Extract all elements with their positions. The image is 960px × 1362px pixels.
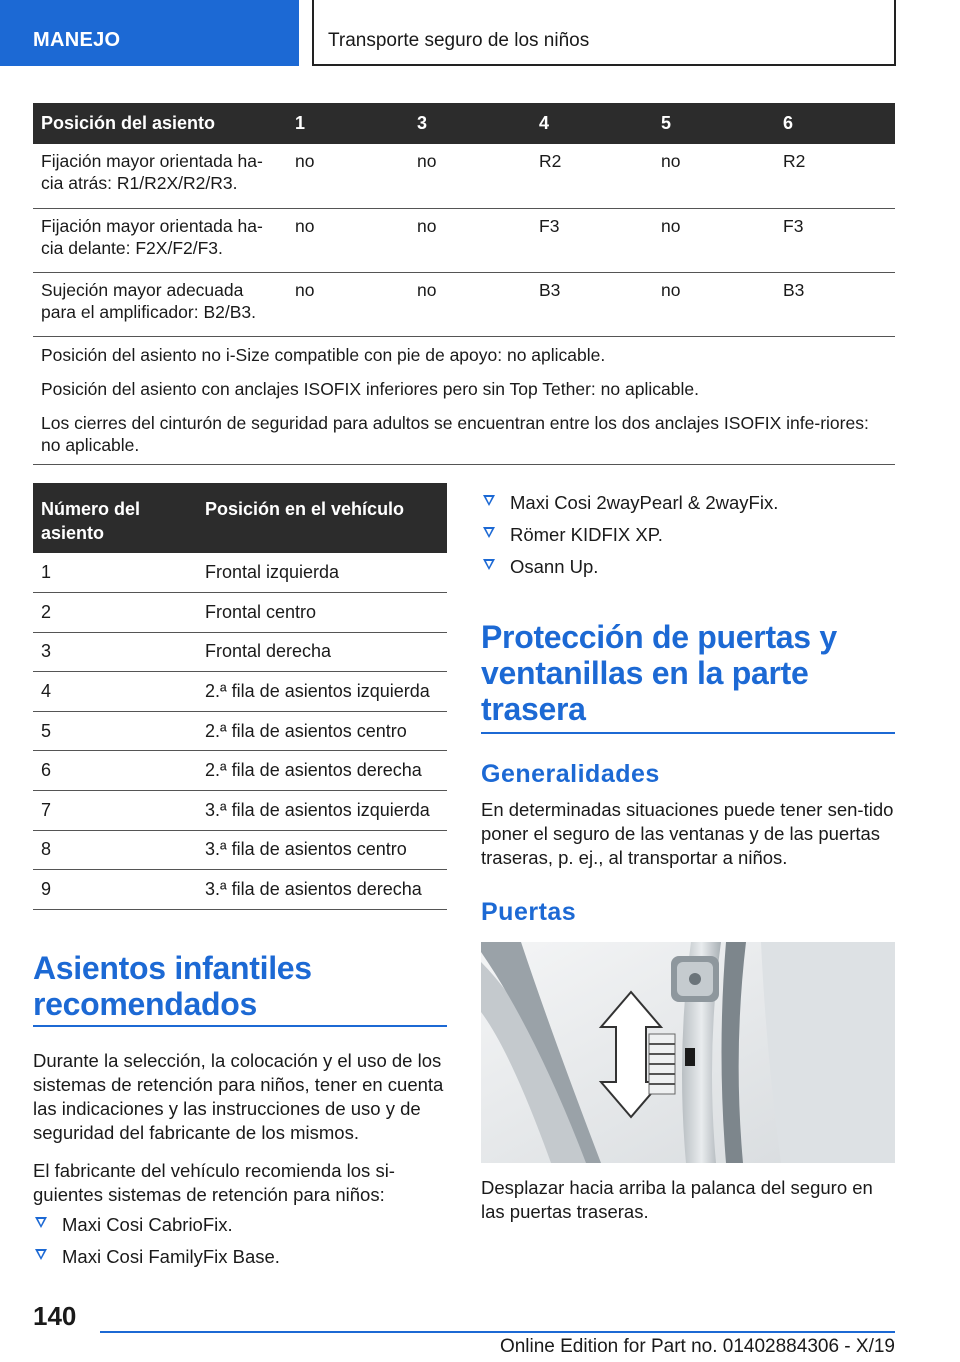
- column-header: 5: [653, 103, 775, 144]
- bullet-triangle-icon: [483, 559, 495, 570]
- table-cell: 2.ª fila de asientos izquierda: [197, 672, 447, 712]
- table-notes: [33, 336, 895, 464]
- table-cell: F3: [775, 208, 895, 272]
- bullet-triangle-icon: [483, 495, 495, 506]
- table-cell: Fijación mayor orientada ha-cia atrás: R1/R2X/R2/R3.: [33, 144, 287, 208]
- table-cell: 3.ª fila de asientos derecha: [197, 870, 447, 910]
- list-item: [33, 1214, 447, 1246]
- table-cell: no: [287, 144, 409, 208]
- table-row: [33, 791, 447, 831]
- column-header: Posición del asiento: [33, 103, 287, 144]
- recommended-intro: Durante la selección, la colocación y el uso de los sistemas de retención para niños, tener en cuenta las indicaciones y las instrucciones de uso y de seguridad del fabricante de los mismos.: [33, 1050, 444, 1143]
- table-row: [33, 553, 447, 593]
- table-notes-row: [33, 336, 895, 464]
- table-row: [33, 711, 447, 751]
- door-lock-illustration: [481, 942, 895, 1163]
- list-item-text: Maxi Cosi 2wayPearl & 2wayFix.: [510, 492, 779, 513]
- table-cell: 7: [33, 791, 197, 831]
- table-cell: 2.ª fila de asientos centro: [197, 711, 447, 751]
- recommended-list-right: [481, 492, 895, 588]
- table-cell: Fijación mayor orientada ha-cia delante: F2X/F2/F3.: [33, 208, 287, 272]
- list-item-text: Maxi Cosi CabrioFix.: [62, 1214, 233, 1235]
- table-cell: no: [653, 208, 775, 272]
- section-tab: [0, 0, 299, 66]
- table-note: Posición del asiento no i-Size compatible con pie de apoyo: no aplicable.: [41, 344, 606, 365]
- heading-rule: [481, 732, 895, 734]
- column-header: 6: [775, 103, 895, 144]
- bullet-triangle-icon: [35, 1249, 47, 1260]
- column-header: 1: [287, 103, 409, 144]
- protection-heading: Protección de puertas y ventanillas en la parte trasera: [481, 619, 837, 727]
- table-cell: B3: [531, 272, 653, 336]
- table-cell: 8: [33, 830, 197, 870]
- edition-note: Online Edition for Part no. 01402884306 - X/19: [499, 1336, 895, 1357]
- general-heading: Generalidades: [481, 760, 660, 788]
- table-cell: 1: [33, 553, 197, 593]
- seat-position-table: [33, 103, 895, 465]
- list-item: [481, 556, 895, 588]
- table-row: [33, 144, 895, 208]
- table-cell: 6: [33, 751, 197, 791]
- table-cell: F3: [531, 208, 653, 272]
- bullet-triangle-icon: [483, 527, 495, 538]
- table-cell: Frontal izquierda: [197, 553, 447, 593]
- table-cell: R2: [775, 144, 895, 208]
- table-cell: B3: [775, 272, 895, 336]
- table-cell: 3.ª fila de asientos centro: [197, 830, 447, 870]
- recommended-list-intro: El fabricante del vehículo recomienda los si-guientes sistemas de retención para niños:: [33, 1160, 395, 1205]
- table-cell: no: [409, 144, 531, 208]
- table-cell: 2: [33, 593, 197, 633]
- footer-rule: [100, 1331, 895, 1333]
- table-row: [33, 208, 895, 272]
- table-row: [33, 870, 447, 910]
- table-note: Los cierres del cinturón de seguridad para adultos se encuentran entre los dos anclajes ISOFIX infe-riores: no aplicable.: [41, 412, 869, 455]
- section-label: MANEJO: [33, 29, 121, 51]
- column-header: 3: [409, 103, 531, 144]
- general-text: En determinadas situaciones puede tener sen-tido poner el seguro de las ventanas y de las puertas traseras, p. ej., al transportar a niños.: [481, 799, 894, 868]
- column-header: 4: [531, 103, 653, 144]
- table-cell: Frontal derecha: [197, 632, 447, 672]
- table-cell: 9: [33, 870, 197, 910]
- table-cell: 2.ª fila de asientos derecha: [197, 751, 447, 791]
- table-note: Posición del asiento con anclajes ISOFIX inferiores pero sin Top Tether: no aplicable.: [41, 378, 699, 399]
- table-row: [33, 672, 447, 712]
- table-row: [33, 632, 447, 672]
- table-cell: no: [287, 272, 409, 336]
- table-cell: no: [409, 272, 531, 336]
- table-cell: 4: [33, 672, 197, 712]
- list-item-text: Römer KIDFIX XP.: [510, 524, 663, 545]
- table-cell: 5: [33, 711, 197, 751]
- list-item-text: Osann Up.: [510, 556, 599, 577]
- table-cell: no: [653, 144, 775, 208]
- table-cell: no: [287, 208, 409, 272]
- column-header: Posición en el vehículo: [197, 483, 447, 553]
- table-row: [33, 272, 895, 336]
- table-row: [33, 830, 447, 870]
- table-row: [33, 751, 447, 791]
- seat-number-table: [33, 483, 447, 910]
- list-item: [481, 492, 895, 524]
- table-cell: 3.ª fila de asientos izquierda: [197, 791, 447, 831]
- chapter-header: [312, 0, 896, 66]
- bullet-triangle-icon: [35, 1217, 47, 1228]
- table-header-row: [33, 103, 895, 144]
- chapter-title: Transporte seguro de los niños: [328, 30, 590, 51]
- table-cell: R2: [531, 144, 653, 208]
- table-cell: 3: [33, 632, 197, 672]
- figure-caption: Desplazar hacia arriba la palanca del seguro en las puertas traseras.: [481, 1177, 873, 1222]
- page-number: 140: [33, 1301, 77, 1331]
- list-item-text: Maxi Cosi FamilyFix Base.: [62, 1246, 280, 1267]
- table-cell: Sujeción mayor adecuada para el amplificador: B2/B3.: [33, 272, 287, 336]
- doors-heading: Puertas: [481, 898, 577, 926]
- table-row: [33, 593, 447, 633]
- table-cell: Frontal centro: [197, 593, 447, 633]
- list-item: [481, 524, 895, 556]
- column-header: Número del asiento: [33, 483, 197, 553]
- list-item: [33, 1246, 447, 1278]
- table-cell: no: [653, 272, 775, 336]
- table-cell: no: [409, 208, 531, 272]
- table-header-row: [33, 483, 447, 553]
- recommended-heading: Asientos infantiles recomendados: [33, 950, 312, 1022]
- recommended-list-left: [33, 1214, 447, 1278]
- door-lock-figure: [481, 942, 895, 1163]
- heading-rule: [33, 1025, 447, 1027]
